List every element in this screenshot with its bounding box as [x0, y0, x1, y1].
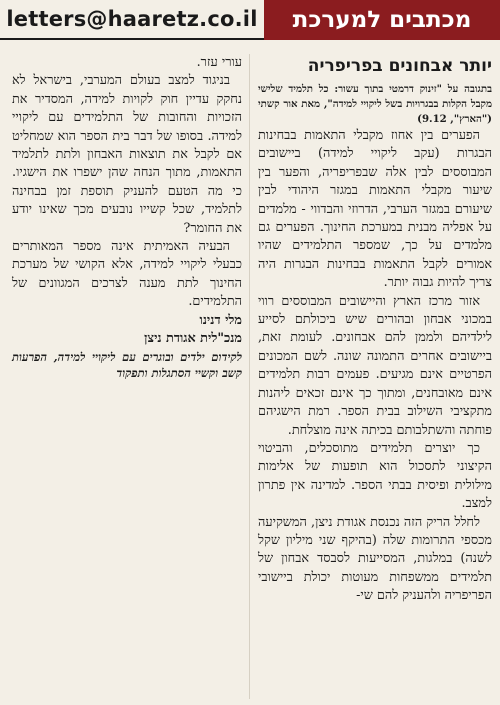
section-header: [0, 0, 500, 40]
column-divider: [249, 54, 250, 699]
article-left-column: [12, 54, 242, 381]
article-headline: יותר אבחונים בפריפריה: [307, 56, 492, 76]
article-paragraph: הפערים בין אחוז מקבלי התאמות בבחינות הבגרות (עקב ליקויי למידה) ביישובים המבוססים לבין אלה שבפריפריה, והפער בין שיעור מקבלי התאמות במגזר היהודי לבין שיעורם במגזר הערבי, הדרוזי והבדווי - מלמדים על אפליה מבנית במערכת החינוך. הפערים גם מלמדים על כך, שמספר התלמידים שהיו אמורים לקבל התאמות בבחינות הבגרות היה צריך להיות גבוה יותר.: [258, 128, 492, 291]
article-paragraph: אזור מרכז הארץ והיישובים המבוססים רווי במכוני אבחון ובהורים שיש ביכולתם לסייע לילדיהם ולממן להם אבחונים. לעומת זאת, ביישובים אחרים התמונה שונה. לשם המכונים הפרטיים אינם מגיעים. פעמים רבות תלמידים אינם מאובחנים, ומתוך כך אינם זכאים ליהנות מתקציבי השילוב בבית הספר. רמת הישגיהם פוחתה והשתלבותם בכיתה אינה מוצלחת.: [258, 293, 492, 438]
article-paragraph: הבעיה האמיתית אינה מספר המאותרים כבעלי ליקויי למידה, אלא הקושי של מערכת החינוך לתת מענה לצרכים המגוונים של התלמידים.: [12, 239, 242, 310]
signature-name: מלי דנינו: [199, 312, 242, 328]
signature-title: מנכ"לית אגודת ניצן: [144, 331, 242, 347]
article-paragraph: עורי עזר.: [196, 55, 242, 70]
article-right-column: [258, 54, 492, 606]
article-paragraph: כך יוצרים תלמידים מתוסכלים, והביטוי הקיצוני לתסכול הוא תופעות של אלימות מילולית ופיסית בבתי הספר. למדינה אין פתרון למצב.: [258, 440, 492, 512]
article-intro: בתגובה על "זינוק דרמטי בתוך עשור: כל תלמיד שלישי מקבל הקלות בבגרויות בשל ליקויי למידה", מאת אור קשתי ("הארץ", 9.12): [258, 83, 492, 125]
organization-caption: לקידום ילדים ובוגרים עם ליקויי למידה, הפרעות קשב וקשיי הסתגלות ותפקוד: [12, 349, 242, 380]
email-address[interactable]: letters@haaretz.co.il: [0, 0, 264, 40]
article-paragraph: לחלל הריק הזה נכנסת אגודת ניצן, המשקיעה מכספי התרומות שלה (בהיקף שני מיליון שקל לשנה) במלגות, המסייעות לסבסד אבחון של תלמידים ממשפחות מעוטות יכולת ביישובי הפריפריה ולהעניק להם שי-: [258, 514, 492, 604]
article-paragraph: בניגוד למצב בעולם המערבי, בישראל לא נחקק עדיין חוק לקויות למידה, המסדיר את הזכויות והחובות של התלמידים עם ליקויי למידה. בסופו של דבר בית הספר הוא שמחליט אם לקבל את תוצאות האבחון ולתת לתלמיד התאמות, מתוך הנחה שהן ישפרו את הישגיו. כי מה הטעם להעניק תוספת זמן בבחינה לתלמיד, שכל קשייו נובעים מכך שאינו יודע את החומר?: [12, 73, 242, 236]
section-title: מכתבים למערכת: [264, 0, 500, 40]
